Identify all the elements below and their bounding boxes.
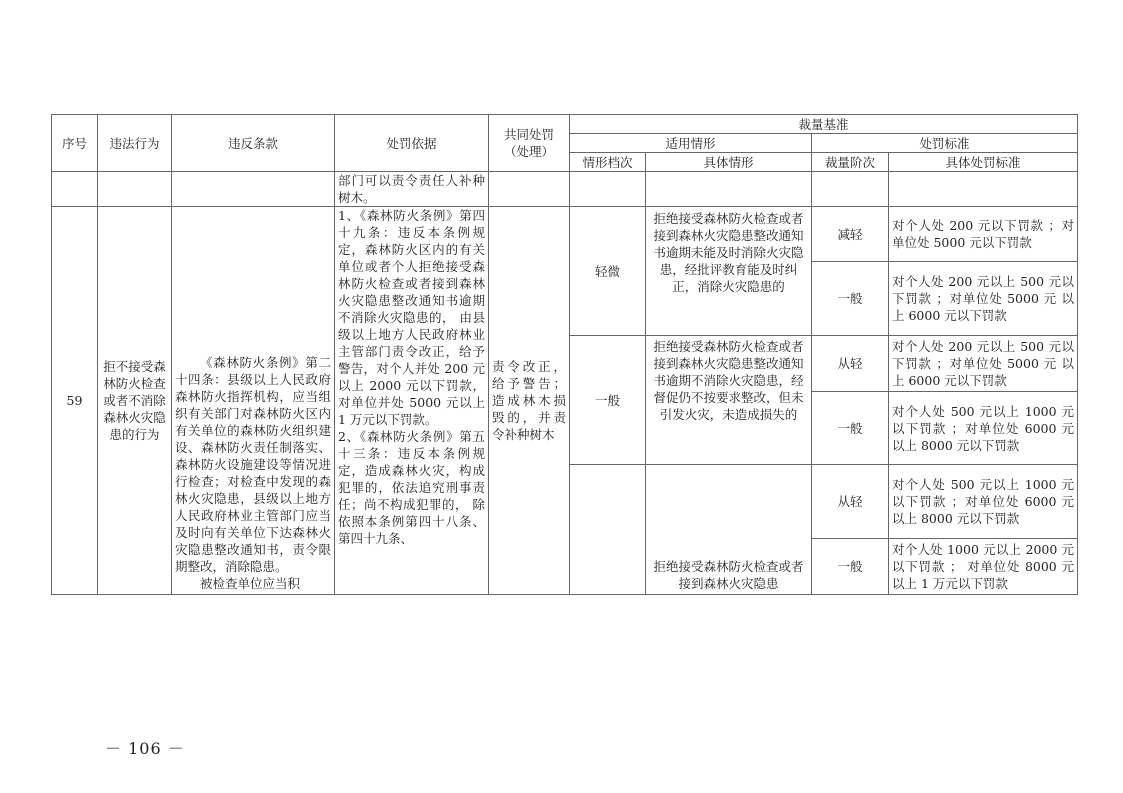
table-row-continued	[52, 172, 1078, 207]
basis-cell: 1、《森林防火条例》第四十九条：违反本条例规定，森林防火区内的有关单位或者个人拒绝接受森林防火检查或者接到森林火灾隐患整改通知书逾期不消除火灾隐患的， 由县级以上地方人民政府林业主管部门责令改正，给予警告，对个人并处 200 元以上 2000 元以下罚款，对单位并处 5000 元以上 1 万元以下罚款。 2、《森林防火条例》第五十三条：违反本条例规定，造成森林火灾，构成犯罪的，依法追究刑事责任；尚不构成犯罪的， 除依照本条例第四十八条、第四十九条、	[335, 207, 489, 595]
stage-cell: 从轻	[812, 336, 889, 392]
page-number: － 106 －	[105, 739, 185, 758]
clause-main-text: 《森林防火条例》第二十四条：县级以上人民政府森林防火指挥机构，应当组织有关部门对森林防火区内有关单位的森林防火组织建设、森林防火责任制落实、森林防火设施建设等情况进行检查；对检查中发现的森林火灾隐患，县级以上地方人民政府林业主管部门应当及时向有关单位下达森林火灾隐患整改通知书，责令限期整改，消除隐患。	[175, 355, 331, 574]
standard-cell: 对个人处 1000 元以上 2000 元以下罚款 ； 对单位处 8000 元以上 1 万元以下罚款	[889, 539, 1078, 595]
header-clause: 违反条款	[172, 115, 335, 172]
header-joint: 共同处罚 （处理）	[489, 115, 570, 172]
header-basis: 处罚依据	[335, 115, 489, 172]
level-cell-serious	[570, 465, 646, 595]
stage-cell: 一般	[812, 539, 889, 595]
header-applicable: 适用情形	[570, 134, 812, 153]
situation-cell-serious: 拒绝接受森林防火检查或者接到森林火灾隐患	[646, 465, 812, 595]
basis-continued-cell: 部门可以责令责任人补种树木。	[335, 172, 489, 207]
header-discretion: 裁量基准	[570, 115, 1078, 134]
act-cell: 拒不接受森林防火检查或者不消除森林火灾隐患的行为	[98, 207, 172, 595]
level-cell-general: 一般	[570, 336, 646, 465]
header-level: 情形档次	[570, 153, 646, 172]
standard-cell: 对个人处 200 元以下罚款 ；对单位处 5000 元以下罚款	[889, 207, 1078, 262]
header-act: 违法行为	[98, 115, 172, 172]
standard-cell: 对个人处 200 元以上 500 元以下罚款 ；对单位处 5000 元 以上 6000 元以下罚款	[889, 262, 1078, 336]
stage-cell: 一般	[812, 262, 889, 336]
clause-tail-text: 被检查单位应当积	[200, 576, 301, 591]
standard-cell: 对个人处 500 元以上 1000 元 以下罚款 ；对单位处 6000 元 以上 8000 元以下罚款	[889, 392, 1078, 465]
standard-cell: 对个人处 500 元以上 1000 元 以下罚款 ；对单位处 6000 元 以上 8000 元以下罚款	[889, 465, 1078, 539]
seq-cell: 59	[52, 207, 98, 595]
stage-cell: 一般	[812, 392, 889, 465]
stage-cell: 从轻	[812, 465, 889, 539]
table-header	[52, 115, 1078, 172]
header-specific-standard: 具体处罚标准	[889, 153, 1078, 172]
standard-cell: 对个人处 200 元以上 500 元以下罚款 ；对单位处 5000 元 以上 6000 元以下罚款	[889, 336, 1078, 392]
clause-cell	[172, 207, 335, 595]
stage-cell: 减轻	[812, 207, 889, 262]
level-cell-minor: 轻微	[570, 207, 646, 336]
situation-cell-minor: 拒绝接受森林防火检查或者接到森林火灾隐患整改通知书逾期未能及时消除火灾隐患，经批评教育能及时纠正，消除火灾隐患的	[646, 207, 812, 336]
joint-penalty-cell: 责令改正，给予警告；造成林木损毁的，并责令补种树木	[489, 207, 570, 595]
penalty-discretion-table	[51, 114, 1078, 595]
table-row	[52, 207, 1078, 262]
header-stage: 裁量阶次	[812, 153, 889, 172]
header-penalty-standard: 处罚标准	[812, 134, 1078, 153]
situation-cell-general: 拒绝接受森林防火检查或者接到森林火灾隐患整改通知书逾期不消除火灾隐患，经督促仍不按要求整改，但未引发火灾，未造成损失的	[646, 336, 812, 465]
header-seq: 序号	[52, 115, 98, 172]
header-situation: 具体情形	[646, 153, 812, 172]
